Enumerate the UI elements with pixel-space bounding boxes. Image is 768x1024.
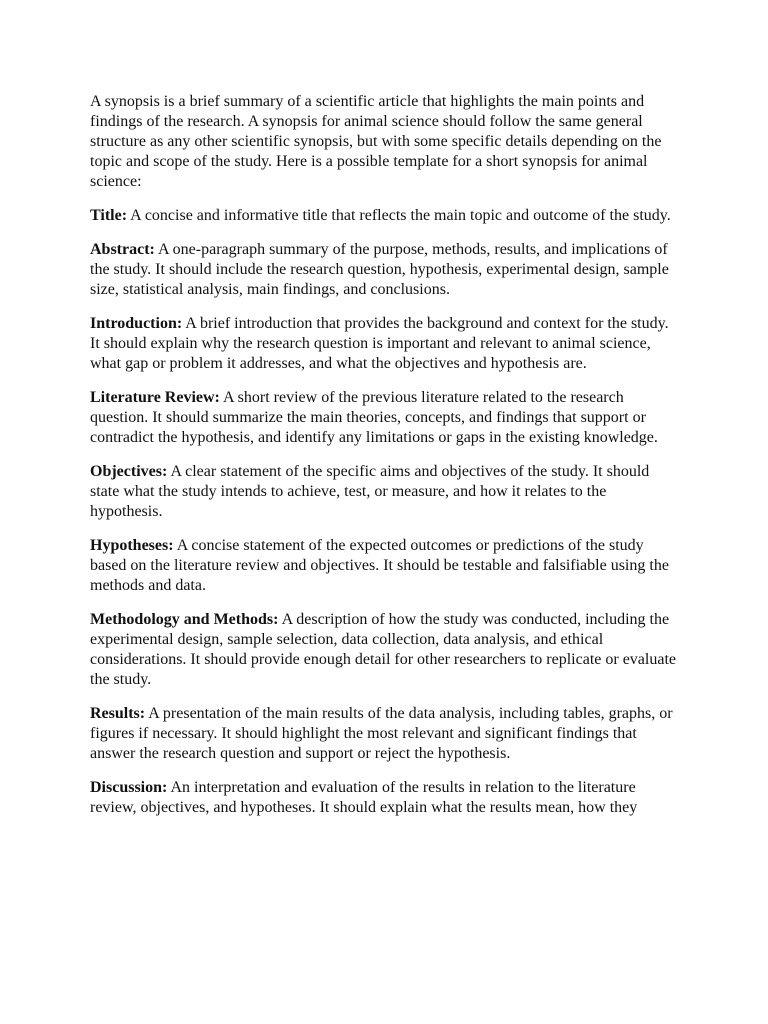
section-heading-objectives: Objectives: (90, 463, 168, 480)
section-text-hypotheses: A concise statement of the expected outcomes or predictions of the study based on the literature review and objectives. It should be testable and falsifiable using the methods and data. (90, 537, 669, 594)
section-results (90, 704, 682, 764)
section-text-abstract: A one-paragraph summary of the purpose, methods, results, and implications of the study. It should include the research question, hypothesis, experimental design, sample size, statistical analysis, main findings, and conclusions. (90, 241, 669, 298)
section-discussion (90, 778, 682, 818)
section-abstract (90, 240, 682, 300)
section-text-objectives: A clear statement of the specific aims and objectives of the study. It should state what the study intends to achieve, test, or measure, and how it relates to the hypothesis. (90, 463, 650, 520)
section-heading-discussion: Discussion: (90, 779, 168, 796)
section-text-discussion: An interpretation and evaluation of the results in relation to the literature review, objectives, and hypotheses. It should explain what the results mean, how they (90, 779, 638, 816)
section-text-literature-review: A short review of the previous literature related to the research question. It should summarize the main theories, concepts, and findings that support or contradict the hypothesis, and identify any limitations or gaps in the existing knowledge. (90, 389, 658, 446)
section-heading-methodology: Methodology and Methods: (90, 611, 279, 628)
section-text-results: A presentation of the main results of the data analysis, including tables, graphs, or figures if necessary. It should highlight the most relevant and significant findings that answer the research question and support or reject the hypothesis. (90, 705, 673, 762)
section-hypotheses (90, 536, 682, 596)
section-heading-introduction: Introduction: (90, 315, 183, 332)
section-objectives (90, 462, 682, 522)
section-literature-review (90, 388, 682, 448)
section-heading-results: Results: (90, 705, 146, 722)
intro-paragraph: A synopsis is a brief summary of a scientific article that highlights the main points and findings of the research. A synopsis for animal science should follow the same general structure as any other scientific synopsis, but with some specific details depending on the topic and scope of the study. Here is a possible template for a short synopsis for animal science: (90, 93, 662, 190)
section-heading-literature-review: Literature Review: (90, 389, 220, 406)
section-text-introduction: A brief introduction that provides the background and context for the study. It should explain why the research question is important and relevant to animal science, what gap or problem it addresses, and what the objectives and hypothesis are. (90, 315, 669, 372)
section-text-title: A concise and informative title that reflects the main topic and outcome of the study. (130, 207, 671, 224)
section-text-methodology: A description of how the study was conducted, including the experimental design, sample selection, data collection, data analysis, and ethical considerations. It should provide enough detail for other researchers to replicate or evaluate the study. (90, 611, 676, 688)
section-heading-abstract: Abstract: (90, 241, 155, 258)
section-introduction (90, 314, 682, 374)
section-heading-title: Title: (90, 207, 128, 224)
section-heading-hypotheses: Hypotheses: (90, 537, 174, 554)
document-page (90, 92, 682, 832)
section-title (90, 206, 682, 226)
section-methodology (90, 610, 682, 690)
